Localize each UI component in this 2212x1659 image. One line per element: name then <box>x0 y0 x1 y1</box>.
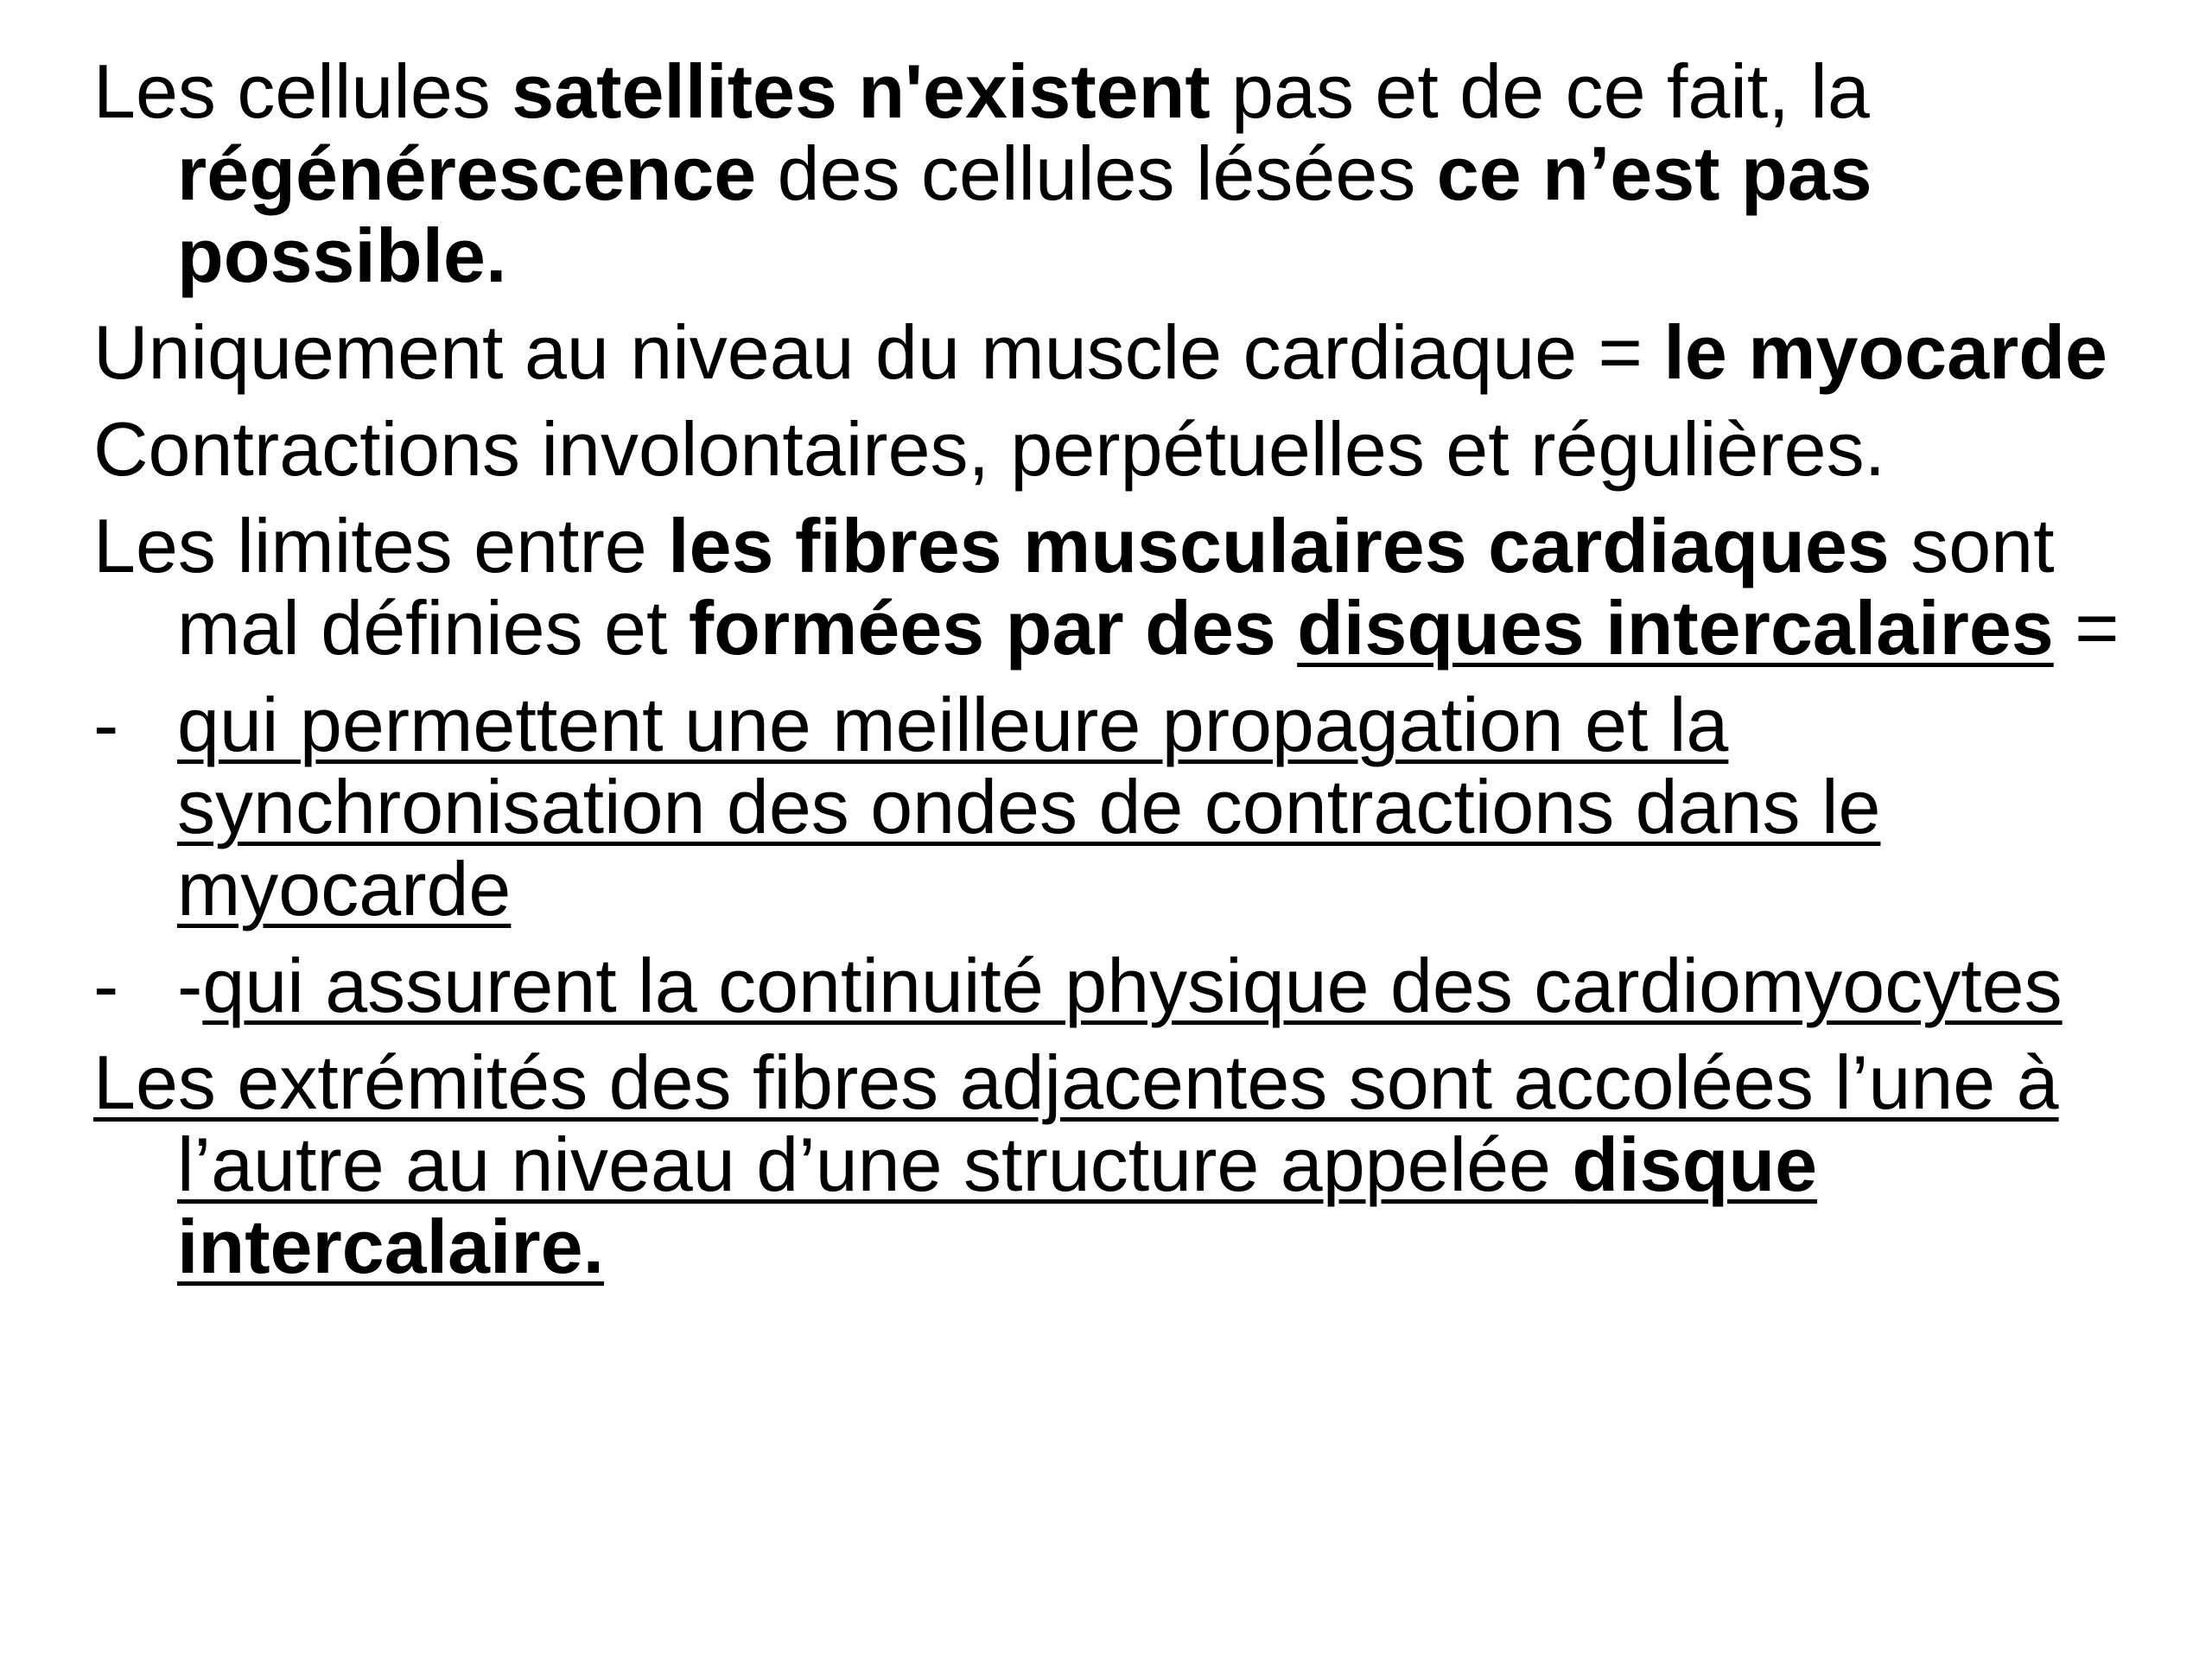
text-segment: Contractions involontaires, perpétuelles et régulières. <box>93 406 1886 492</box>
bullet-text: qui assurent la continuité physique des cardiomyocytes <box>202 943 2063 1028</box>
text-bold: régénérescence <box>177 130 757 216</box>
text-segment: Uniquement au niveau du muscle cardiaque = <box>93 309 1664 395</box>
text-bold: les fibres musculaires cardiaques <box>668 503 1890 588</box>
text-segment: sont mal définies et <box>177 503 2055 671</box>
text-bold: ce n’est pas possible. <box>177 130 1872 298</box>
bullet-dash: - <box>93 682 119 767</box>
bullet-continuity <box>93 944 2184 1027</box>
paragraph-contractions <box>93 408 2184 490</box>
text-segment: pas et de ce fait, la <box>1210 48 1870 134</box>
text-segment: Les cellules <box>93 48 512 134</box>
bullet-text: qui permettent une meilleure propagation et la synchronisation des ondes de contractions dans le myocarde <box>177 682 1881 931</box>
text-bold: formées par des <box>688 585 1298 671</box>
text-segment: Les limites entre <box>93 503 669 588</box>
paragraph-fiber-extremities <box>93 1041 2184 1287</box>
bullet-dash: - <box>93 943 119 1028</box>
text-bold: le myocarde <box>1663 309 2107 395</box>
text-bold-underlined: disque intercalaire. <box>177 1122 1818 1289</box>
bullet-propagation <box>93 683 2184 930</box>
paragraph-satellite-cells <box>93 50 2184 296</box>
text-bold-underlined: disques intercalaires <box>1297 585 2054 671</box>
text-segment: des cellules lésées <box>756 130 1437 216</box>
text-segment: = <box>2053 585 2120 671</box>
text-underlined: Les extrémités des fibres adjacentes sont accolées l’une à l’autre au niveau d’une structure appelée <box>93 1039 2059 1207</box>
paragraph-myocarde <box>93 311 2184 393</box>
paragraph-fiber-limits <box>93 505 2184 669</box>
slide-body <box>93 50 2184 1302</box>
bullet-lead-dash: - <box>177 943 203 1028</box>
text-bold: satellites n'existent <box>512 48 1211 134</box>
